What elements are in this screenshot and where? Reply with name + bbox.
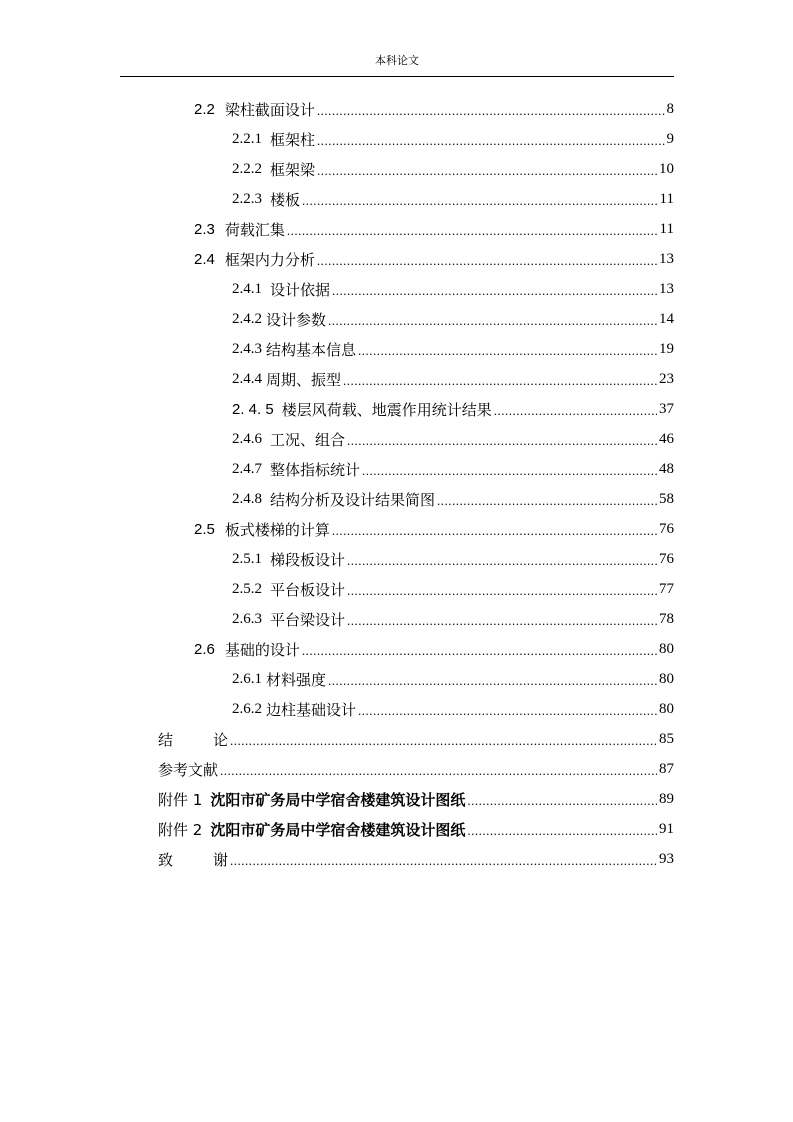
toc-entry-number: 2.6.2 [232,700,262,717]
toc-entry[interactable] [232,694,674,724]
toc-entry[interactable] [194,244,674,274]
toc-entry-page: 14 [659,310,674,327]
toc-leader-dots [332,282,657,297]
toc-entry-page: 58 [659,490,674,507]
toc-entry-title: 结构基本信息 [266,340,357,359]
toc-entry-title: 沈阳市矿务局中学宿舍楼建筑设计图纸 [210,790,466,809]
toc-entry-title: 梯段板设计 [270,550,346,569]
toc-entry-page: 76 [659,520,674,537]
toc-entry-page: 80 [659,640,674,657]
toc-entry[interactable] [232,664,674,694]
toc-entry[interactable] [232,184,674,214]
toc-entry-number: 2. 4. 5 [232,400,274,418]
toc-entry[interactable] [232,424,674,454]
toc-entry-number: 2.4.7 [232,460,262,477]
toc-entry-title: 论 [213,730,229,749]
toc-entry-number: 2.2.3 [232,190,262,207]
toc-entry-title: 荷载汇集 [224,220,285,239]
toc-entry-page: 23 [659,370,674,387]
toc-entry-title: 整体指标统计 [270,460,361,479]
toc-leader-dots [467,822,657,837]
toc-leader-dots [467,792,657,807]
toc-entry-page: 8 [666,100,674,117]
header-divider [120,76,674,77]
toc-entry-title: 框架内力分析 [224,250,315,269]
toc-leader-dots [328,312,657,327]
toc-entry-number: 2.3 [194,220,215,238]
toc-entry-page: 10 [659,160,674,177]
toc-entry-title: 楼板 [270,190,301,209]
toc-entry[interactable] [158,784,674,814]
toc-entry[interactable] [232,364,674,394]
toc-entry-page: 78 [659,610,674,627]
toc-entry-number: 2.6.1 [232,670,262,687]
toc-entry-number: 2.5.2 [232,580,262,597]
toc-entry-number: 致 [158,850,174,869]
toc-leader-dots [287,222,658,237]
toc-entry-title: 设计依据 [270,280,331,299]
toc-leader-dots [347,552,657,567]
toc-leader-dots [317,102,665,117]
toc-entry-page: 91 [659,820,674,837]
toc-entry-page: 93 [659,850,674,867]
toc-entry-title: 结构分析及设计结果简图 [270,490,436,509]
toc-entry-number: 2.4.3 [232,340,262,357]
toc-leader-dots [347,612,657,627]
toc-entry-number: 2.2.2 [232,160,262,177]
toc-entry-title: 平台板设计 [270,580,346,599]
toc-entry-number: 2.4.2 [232,310,262,327]
toc-leader-dots [302,192,658,207]
toc-entry-page: 11 [659,220,674,237]
toc-entry[interactable] [232,334,674,364]
toc-leader-dots [317,132,664,147]
toc-entry-number: 2.4.4 [232,370,262,387]
toc-entry-page: 80 [659,670,674,687]
toc-entry[interactable] [232,124,674,154]
toc-entry-page: 48 [659,460,674,477]
toc-entry-number: 2.2.1 [232,130,262,147]
toc-entry[interactable] [232,394,674,424]
toc-entry-number: 附件 2 [158,820,203,839]
toc-leader-dots [328,672,657,687]
toc-entry-page: 77 [659,580,674,597]
toc-entry-title: 平台梁设计 [270,610,346,629]
toc-entry-page: 19 [659,340,674,357]
toc-entry-number: 2.6 [194,640,215,658]
toc-entry-page: 46 [659,430,674,447]
toc-entry[interactable] [232,574,674,604]
toc-entry-number: 2.6.3 [232,610,262,627]
toc-entry[interactable] [194,214,674,244]
toc-entry-page: 13 [659,280,674,297]
toc-entry[interactable] [232,454,674,484]
toc-leader-dots [362,462,657,477]
toc-entry-title: 谢 [213,850,229,869]
toc-entry[interactable] [194,634,674,664]
toc-leader-dots [317,162,657,177]
toc-entry-title: 工况、组合 [270,430,346,449]
toc-entry-title: 框架梁 [270,160,316,179]
toc-entry-number: 2.5 [194,520,215,538]
toc-entry-page: 76 [659,550,674,567]
toc-entry[interactable] [232,304,674,334]
toc-entry-title: 边柱基础设计 [266,700,357,719]
toc-entry[interactable] [232,604,674,634]
toc-entry-page: 9 [666,130,674,147]
toc-entry-number: 2.4.8 [232,490,262,507]
toc-entry-page: 13 [659,250,674,267]
toc-entry-page: 11 [659,190,674,207]
toc-leader-dots [302,642,657,657]
toc-leader-dots [358,342,657,357]
toc-leader-dots [317,252,657,267]
toc-entry-page: 85 [659,730,674,747]
toc-entry[interactable] [232,484,674,514]
toc-entry[interactable] [232,154,674,184]
toc-entry-title: 梁柱截面设计 [224,100,315,119]
page-header-title: 本科论文 [375,54,419,67]
toc-entry[interactable] [158,724,674,754]
toc-entry-page: 89 [659,790,674,807]
toc-entry[interactable] [158,844,674,874]
toc-entry-title: 沈阳市矿务局中学宿舍楼建筑设计图纸 [210,820,466,839]
toc-leader-dots [220,762,657,777]
toc-entry-number: 2.4 [194,250,215,268]
toc-entry-page: 80 [659,700,674,717]
toc-leader-dots [230,852,657,867]
toc-leader-dots [347,432,657,447]
toc-entry-number: 附件 1 [158,790,203,809]
toc-leader-dots [494,402,657,417]
toc-entry-page: 87 [659,760,674,777]
toc-entry-title: 参考文献 [158,760,219,779]
toc-entry[interactable] [158,754,674,784]
toc-entry-number: 2.4.1 [232,280,262,297]
toc-leader-dots [230,732,657,747]
toc-entry[interactable] [158,814,674,844]
toc-entry[interactable] [194,94,674,124]
toc-entry-number: 结 [158,730,174,749]
toc-leader-dots [332,522,657,537]
toc-entry-number: 2.4.6 [232,430,262,447]
toc-leader-dots [358,702,657,717]
toc-entry[interactable] [194,514,674,544]
toc-leader-dots [343,372,657,387]
toc-entry-title: 基础的设计 [224,640,300,659]
toc-entry[interactable] [232,274,674,304]
toc-entry-title: 材料强度 [266,670,327,689]
toc-entry-number: 2.5.1 [232,550,262,567]
toc-entry-title: 板式楼梯的计算 [224,520,330,539]
toc-entry-number: 2.2 [194,100,215,118]
toc-entry-title: 周期、振型 [266,370,342,389]
toc-leader-dots [437,492,657,507]
toc-entry-title: 框架柱 [270,130,316,149]
toc-entry[interactable] [232,544,674,574]
toc-entry-title: 楼层风荷载、地震作用统计结果 [281,400,492,419]
toc-entry-page: 37 [659,400,674,417]
toc-leader-dots [347,582,657,597]
toc-entry-title: 设计参数 [266,310,327,329]
